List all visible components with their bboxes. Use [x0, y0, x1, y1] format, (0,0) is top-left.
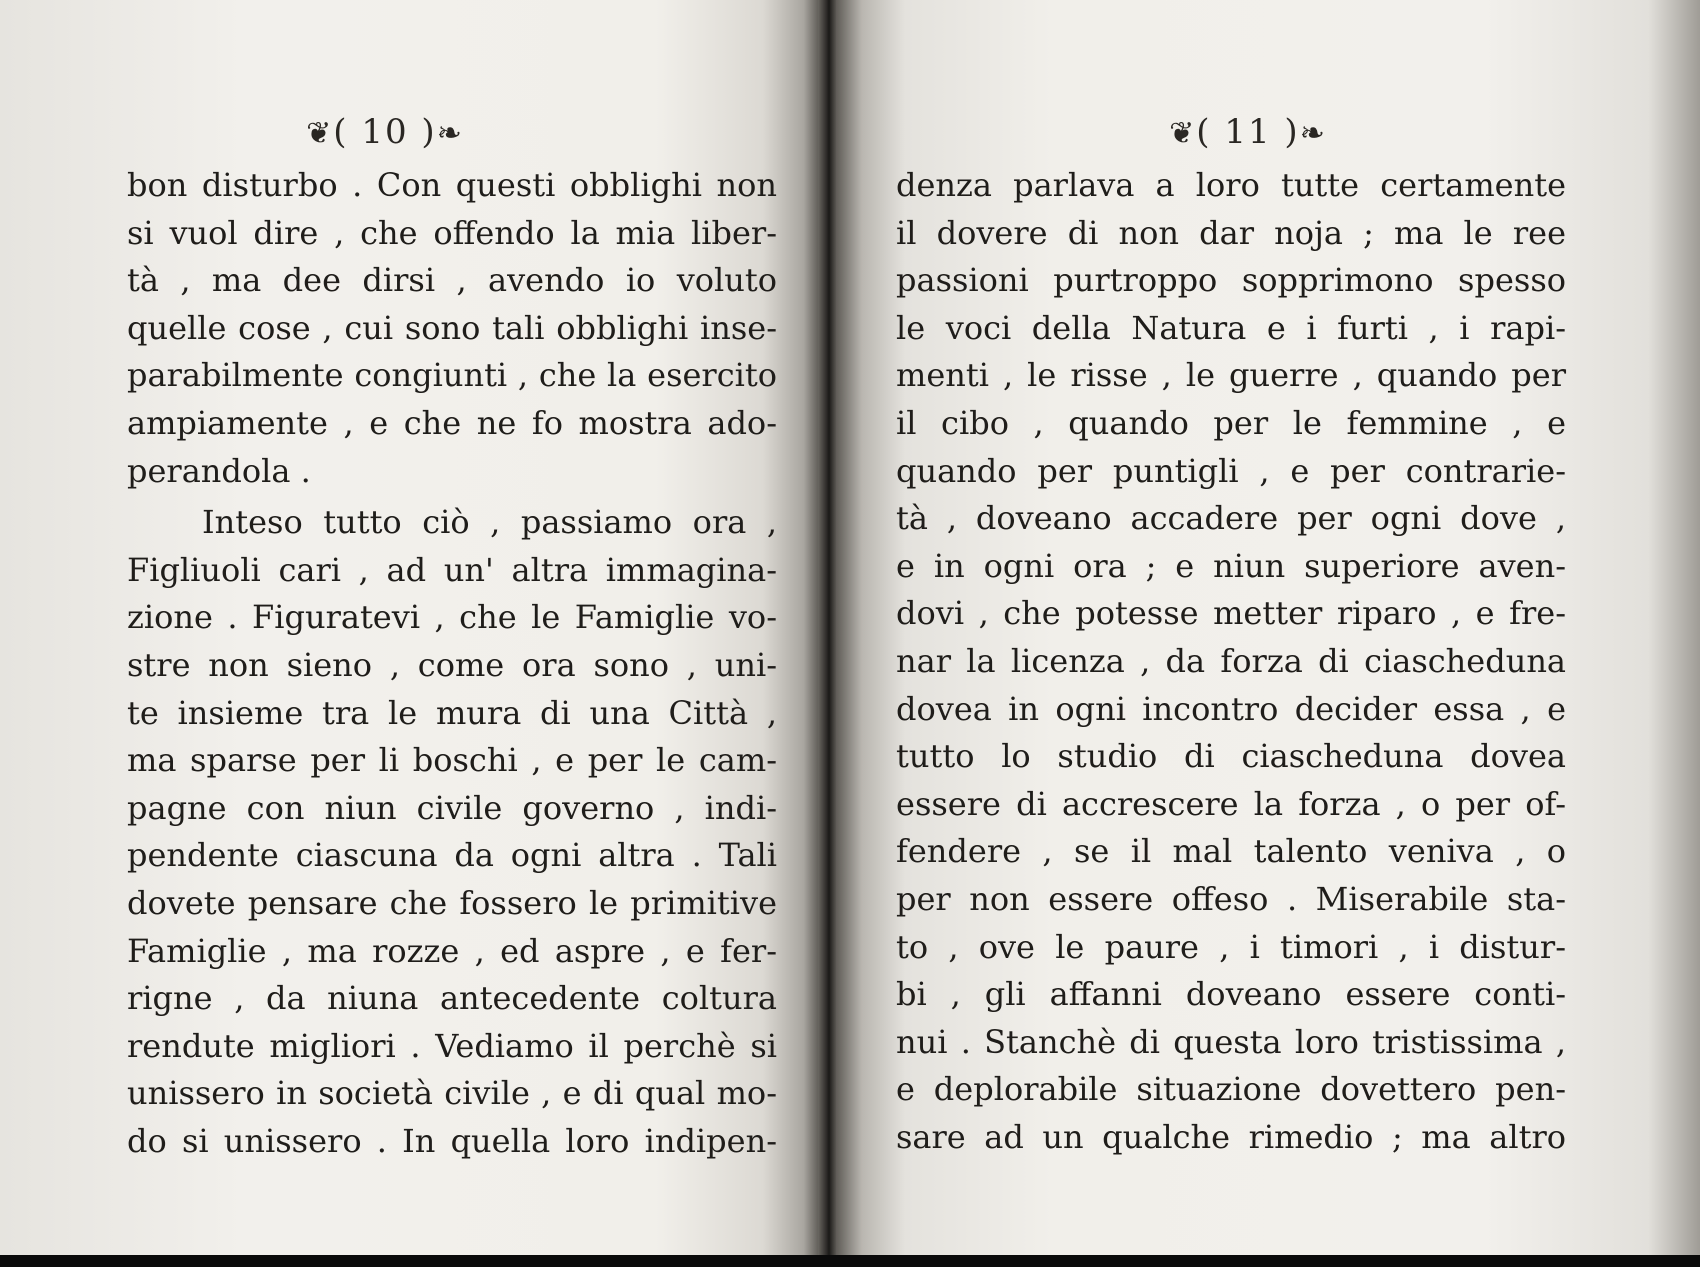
left-page-header [0, 112, 795, 152]
right-page-text [896, 162, 1566, 1161]
text-line: Famiglie , ma rozze , ed aspre , e fer- [127, 931, 777, 970]
text-line: unissero in società civile , e di qual mo- [127, 1074, 777, 1113]
right-page-header [836, 112, 1680, 152]
text-line: te insieme tra le mura di una Città , [127, 693, 777, 732]
fleuron-icon: ❦ [306, 116, 334, 151]
text-line: e in ogni ora ; e niun superiore aven- [896, 546, 1566, 585]
text-line: tà , ma dee dirsi , avendo io voluto [127, 261, 777, 300]
text-line: pendente ciascuna da ogni altra . Tali [127, 836, 777, 875]
text-line: e deplorabile situazione dovettero pen- [896, 1070, 1566, 1109]
text-line: do si unissero . In quella loro indipen- [127, 1121, 777, 1160]
fleuron-icon: ❧ [1299, 116, 1327, 151]
text-line: stre non sieno , come ora sono , uni- [127, 645, 777, 684]
text-line: zione . Figuratevi , che le Famiglie vo- [127, 598, 777, 637]
text-line: quelle cose , cui sono tali obblighi inse- [127, 308, 777, 347]
text-line: per non essere offeso . Miserabile sta- [896, 879, 1566, 918]
text-line: perandola . [127, 451, 311, 490]
bottom-edge [0, 1255, 1700, 1267]
text-line: parabilmente congiunti , che la esercito [127, 356, 777, 395]
text-line: il cibo , quando per le femmine , e [896, 403, 1566, 442]
text-line: si vuol dire , che offendo la mia liber- [127, 213, 777, 252]
text-line: Figliuoli cari , ad un' altra immagina- [127, 550, 777, 589]
text-line: menti , le risse , le guerre , quando per [896, 356, 1566, 395]
text-line: ampiamente , e che ne fo mostra ado- [127, 403, 777, 442]
text-line: dovea in ogni incontro decider essa , e [896, 689, 1566, 728]
text-line: bi , gli affanni doveano essere conti- [896, 975, 1566, 1014]
text-line: passioni purtroppo sopprimono spesso [896, 261, 1566, 300]
text-line: sare ad un qualche rimedio ; ma altro [896, 1117, 1566, 1156]
text-line: fendere , se il mal talento veniva , o [896, 832, 1566, 871]
text-line: to , ove le paure , i timori , i distur- [896, 927, 1566, 966]
fleuron-icon: ❦ [1169, 116, 1197, 151]
text-line: denza parlava a loro tutte certamente [896, 166, 1566, 204]
left-page-number: ( 10 ) [333, 112, 437, 152]
text-line: tutto lo studio di ciascheduna dovea [896, 737, 1566, 776]
text-line: ma sparse per li boschi , e per le cam- [127, 741, 777, 780]
text-line: nar la licenza , da forza di ciascheduna [896, 641, 1566, 680]
text-line: le voci della Natura e i furti , i rapi- [896, 308, 1566, 347]
book-gutter [818, 0, 838, 1255]
text-line: tà , doveano accadere per ogni dove , [896, 499, 1566, 538]
text-line: dovete pensare che fossero le primitive [127, 883, 777, 922]
text-line: essere di accrescere la forza , o per of- [896, 784, 1566, 823]
right-page [836, 0, 1700, 1255]
text-line: bon disturbo . Con questi obblighi non [127, 166, 777, 204]
left-page-text [127, 162, 777, 1165]
left-page [0, 0, 820, 1255]
text-line: rigne , da niuna antecedente coltura [127, 979, 777, 1018]
text-line: rendute migliori . Vediamo il perchè si [127, 1026, 777, 1065]
text-line: nui . Stanchè di questa loro tristissima , [896, 1022, 1566, 1061]
text-line: quando per puntigli , e per contrarie- [896, 451, 1566, 490]
text-line: il dovere di non dar noja ; ma le ree [896, 213, 1566, 252]
text-line: dovi , che potesse metter riparo , e fre- [896, 594, 1566, 633]
right-page-number: ( 11 ) [1196, 112, 1300, 152]
text-line: Inteso tutto ciò , passiamo ora , [202, 503, 777, 542]
text-line: pagne con niun civile governo , indi- [127, 788, 777, 827]
fleuron-icon: ❧ [436, 116, 464, 151]
